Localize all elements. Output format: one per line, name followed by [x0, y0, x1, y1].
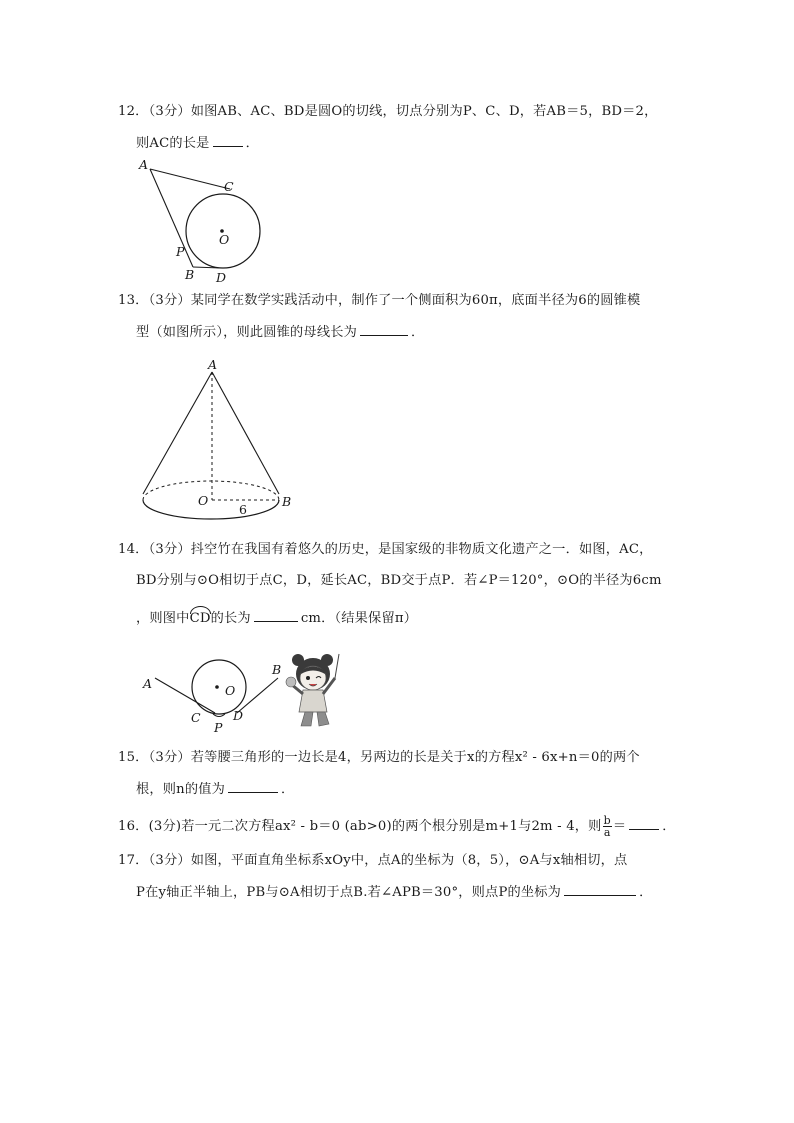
q14-label-B: B [272, 662, 282, 677]
q17-answer-blank[interactable] [564, 883, 636, 896]
q13-slant-left [143, 372, 212, 494]
q14-line2: BD分别与⊙O相切于点C，D，延长AC，BD交于点P．若∠P＝120°，⊙O的半径为6cm [136, 573, 662, 588]
q14-line1: 14．（3分）抖空竹在我国有着悠久的历史，是国家级的非物质文化遗产之一．如图，AC， [118, 542, 653, 557]
q13-prompt: 型（如图所示），则此圆锥的母线长为 [136, 325, 357, 340]
q14-prompt-b: 的长为 [210, 611, 251, 626]
q12-tangent-ab [150, 169, 193, 267]
q16-frac-num: b [603, 814, 611, 827]
q17-line2 [136, 883, 652, 902]
q13-label-B: B [282, 494, 292, 509]
q17-line1: 17．（3分）如图，平面直角坐标系xOy中，点A的坐标为（8，5），⊙A与x轴相切，点 [118, 853, 628, 868]
q17-prompt: P在y轴正半轴上，PB与⊙A相切于点B.若∠APB＝30°，则点P的坐标为 [136, 885, 562, 900]
q14-label-O: O [225, 683, 236, 698]
q12-tangent-ac [150, 169, 230, 189]
q14-label-D: D [233, 708, 244, 723]
q16-line [118, 815, 676, 838]
q16-prompt: 16．(3分)若一元二次方程ax² - b＝0 (ab>0)的两个根分别是m+1与2m - 4，则 [118, 819, 602, 834]
q14-line3 [136, 609, 417, 628]
q14-cartoon-illustration [286, 654, 339, 726]
q12-line2 [136, 134, 259, 153]
q13-answer-blank[interactable] [360, 323, 408, 336]
q15-answer-blank[interactable] [228, 780, 278, 793]
q13-period: ． [411, 325, 425, 340]
q12-label-B: B [185, 267, 195, 282]
q12-label-O: O [219, 232, 230, 247]
q14-prompt-a: ，则图中 [136, 611, 190, 626]
q12-label-P: P [176, 244, 185, 259]
q15-line1: 15．（3分）若等腰三角形的一边长是4，另两边的长是关于x的方程x² - 6x+n＝0的两个 [118, 750, 640, 765]
q13-label-O: O [198, 493, 209, 508]
q16-fraction [603, 815, 612, 838]
q12-line1: 12．（3分）如图AB、AC、BD是圆O的切线，切点分别为P、C、D，若AB＝5，BD＝2， [118, 104, 658, 119]
q13-line2 [136, 323, 424, 342]
q14-arc-cd: CD [189, 611, 211, 626]
q14-prompt-c: cm．（结果保留π） [300, 611, 418, 626]
q14-figure [135, 648, 355, 738]
q13-line1: 13．（3分）某同学在数学实践活动中，制作了一个侧面积为60π，底面半径为6的圆锥模 [118, 293, 641, 308]
q13-slant-right [212, 372, 279, 494]
q16-equals: ＝ [612, 819, 627, 834]
q15-period: ． [281, 782, 295, 797]
q14-tangent-bd [237, 678, 278, 713]
q12-figure [135, 155, 275, 290]
q14-label-C: C [191, 710, 201, 725]
q14-center-dot [215, 685, 219, 689]
q17-period: ． [639, 885, 653, 900]
q12-label-A: A [139, 157, 149, 172]
q16-period: ． [662, 819, 676, 834]
q14-label-A: A [143, 676, 153, 691]
q15-prompt: 根，则n的值为 [136, 782, 226, 797]
q13-base-front [143, 500, 279, 519]
q12-label-D: D [216, 270, 227, 285]
q13-base-back [143, 481, 279, 500]
q14-tangent-ac [155, 678, 215, 713]
q16-answer-blank[interactable] [629, 817, 659, 830]
q12-prompt: 则AC的长是 [136, 136, 210, 151]
q13-figure [135, 358, 305, 523]
q16-frac-den: a [603, 826, 611, 839]
q14-answer-blank[interactable] [254, 609, 298, 622]
q12-answer-blank[interactable] [213, 134, 243, 147]
q15-line2 [136, 780, 294, 799]
q13-label-radius: 6 [239, 502, 247, 517]
q12-period: ． [245, 136, 259, 151]
q12-label-C: C [224, 179, 234, 194]
q13-label-A: A [208, 357, 218, 372]
q14-label-P: P [214, 720, 223, 735]
q14-circle [192, 660, 246, 714]
